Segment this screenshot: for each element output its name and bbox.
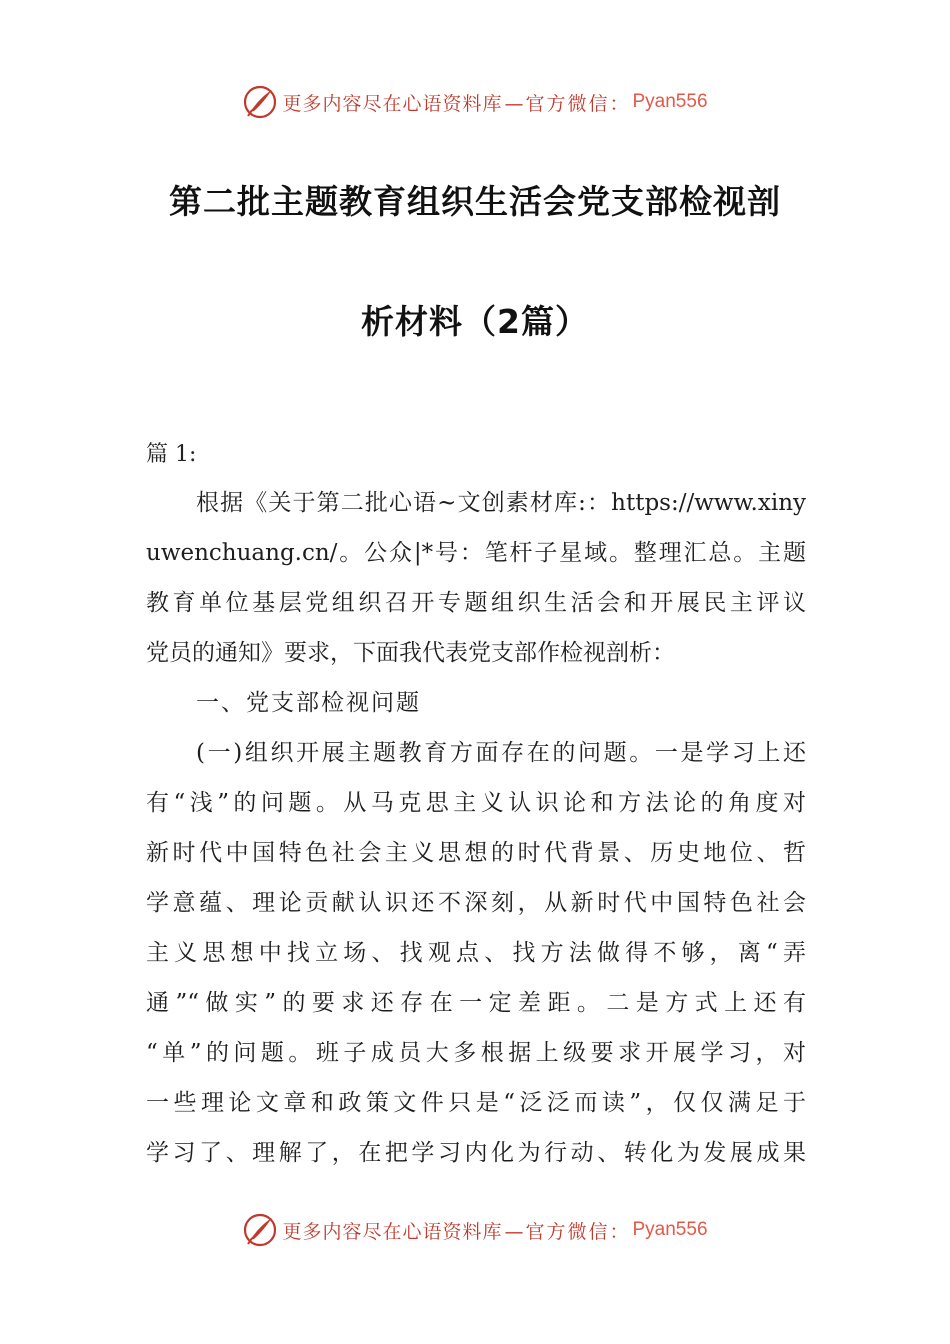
body-line: 通”“做实”的要求还存在一定差距。二是方式上还有 xyxy=(146,990,806,1016)
body-line: 有“浅”的问题。从马克思主义认识论和方法论的角度对 xyxy=(146,790,806,816)
intro-paragraph xyxy=(146,478,806,678)
section-heading-1: 一、党支部检视问题 xyxy=(196,690,421,716)
watermark-header xyxy=(0,82,950,122)
intro-line: 党员的通知》要求，下面我代表党支部作检视剖析： xyxy=(146,640,675,666)
document-title-line2: 析材料（2篇） xyxy=(361,302,589,341)
body-line: 学习了、理解了，在把学习内化为行动、转化为发展成果 xyxy=(146,1140,806,1166)
body-line: 学意蕴、理论贡献认识还不深刻，从新时代中国特色社会 xyxy=(146,890,806,916)
watermark-separator: —官方微信： xyxy=(504,92,631,115)
watermark-handle: Pyan556 xyxy=(632,1219,708,1240)
document-title-line1: 第二批主题教育组织生活会党支部检视剖 xyxy=(169,182,781,221)
body-line: 新时代中国特色社会主义思想的时代背景、历史地位、哲 xyxy=(146,840,806,866)
body-line: 一些理论文章和政策文件只是“泛泛而读”，仅仅满足于 xyxy=(146,1090,806,1116)
watermark-brand: 更多内容尽在心语资料库 xyxy=(282,1220,503,1243)
watermark-separator: —官方微信： xyxy=(504,1220,631,1243)
body-line: (一)组织开展主题教育方面存在的问题。一是学习上还 xyxy=(196,740,806,766)
body-paragraph xyxy=(146,728,806,1178)
watermark-handle: Pyan556 xyxy=(632,91,708,112)
intro-line: 根据《关于第二批心语~文创素材库:：https://www.xiny xyxy=(196,490,806,516)
body-line: 主义思想中找立场、找观点、找方法做得不够，离“弄 xyxy=(146,940,806,966)
section-label: 篇 1: xyxy=(146,442,197,467)
intro-line: uwenchuang.cn/。公众|*号：笔杆子星域。整理汇总。主题 xyxy=(146,540,806,566)
watermark-footer xyxy=(0,1210,950,1250)
body-line: “单”的问题。班子成员大多根据上级要求开展学习，对 xyxy=(146,1040,806,1066)
quill-logo-icon xyxy=(242,84,278,120)
intro-line: 教育单位基层党组织召开专题组织生活会和开展民主评议 xyxy=(146,590,806,616)
watermark-brand: 更多内容尽在心语资料库 xyxy=(282,92,503,115)
quill-logo-icon xyxy=(242,1212,278,1248)
